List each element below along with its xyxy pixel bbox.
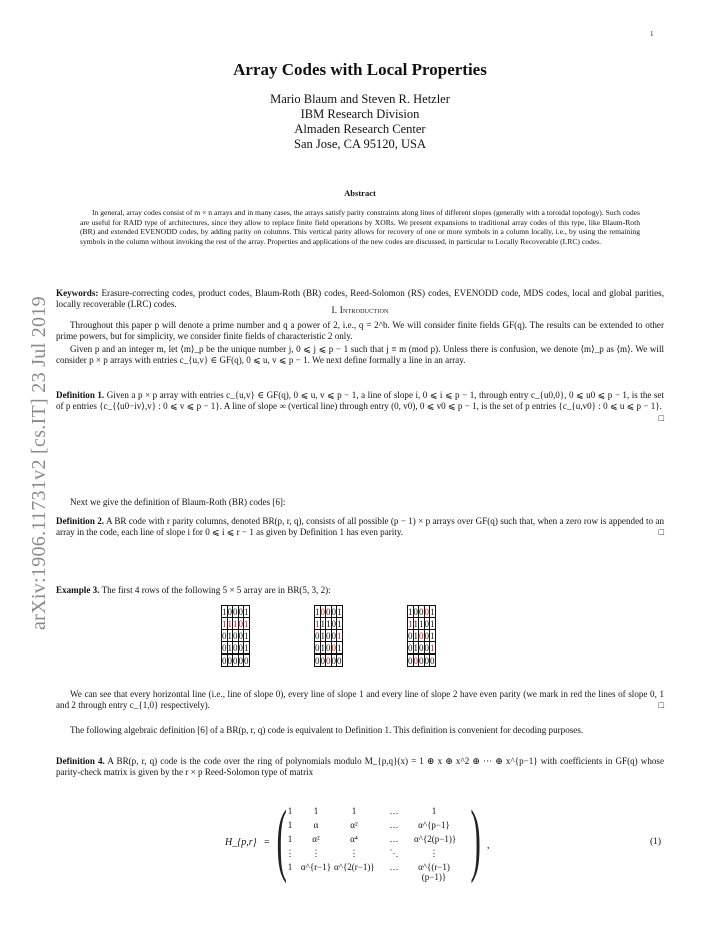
definition-2-label: Definition 2. [56,516,105,526]
matrix-entry: … [389,806,399,816]
matrix-entry: α⁴ [350,834,358,844]
array-row [222,606,250,618]
keywords-label: Keywords: [56,288,99,298]
array-cell: 0 [413,655,418,666]
matrix-entry: α^{r−1} [300,862,332,872]
example-3 [56,585,664,596]
array-cell: 1 [408,606,413,617]
array-row [315,606,343,618]
array-cell: 0 [419,606,424,617]
array-cell: 1 [413,630,418,641]
array-row [408,618,436,630]
matrix-entry: 1 [431,806,437,816]
matrix-entry: ⋱ [389,848,399,858]
matrix-right-paren: ) [470,793,481,884]
array-cell: 1 [326,618,331,629]
intro-paragraph-1: Throughout this paper p will denote a prime number and q a power of 2, i.e., q = 2^b. We will consider finite fields GF(q). The results can be extended to other prime powers, but for simplicity, we consider finite fields of characteristic 2 only. [56,320,664,342]
matrix-entry: α^{(r−1)(p−1)} [418,862,450,882]
matrix-left-paren: ( [276,793,287,884]
array-cell: 1 [320,642,325,653]
array-cell: 0 [424,618,429,629]
array-cell: 1 [413,642,418,653]
array-slope-1 [314,605,343,667]
page-number: 1 [650,30,654,38]
array-row [222,654,250,667]
array-cell: 1 [227,630,232,641]
intro-paragraph-2: Given p and an integer m, let ⟨m⟩_p be the unique number j, 0 ⩽ j ⩽ p − 1 such that j ≡ m (mod p). Unless there is confusion, we denote ⟨m⟩_p as ⟨m⟩. We will consider p × p arrays with entries c_{u,v} ∈ GF(q), 0 ⩽ u, v ⩽ p − 1. We next define formally a line in an array. [56,344,664,366]
matrix-entry: ⋮ [311,848,321,858]
array-cell: 1 [222,618,227,629]
array-cell: 0 [238,606,243,617]
section-heading: I. Introduction [331,305,389,315]
matrix-entry: 1 [287,862,293,872]
array-cell: 0 [331,630,336,641]
qed-symbol: □ [658,700,664,711]
array-cell: 0 [326,630,331,641]
array-row [315,618,343,630]
definition-4 [56,756,664,779]
array-cell: 0 [238,630,243,641]
algebraic-paragraph: The following algebraic definition [6] of a BR(p, r, q) code is equivalent to Definition 1. This definition is convenient for decoding purposes. [70,725,584,735]
matrix-entry: 1 [287,820,293,830]
array-cell: 1 [244,606,249,617]
matrix-equals: = [264,837,270,848]
array-cell: 0 [320,606,325,617]
array-cell: 1 [244,642,249,653]
array-cell: 0 [238,655,243,666]
array-row [408,654,436,667]
matrix-entry: ⋮ [349,848,359,858]
matrix-entry: α^{2(r−1)} [334,862,375,872]
array-cell: 0 [331,606,336,617]
array-row [408,606,436,618]
array-cell: 0 [424,630,429,641]
array-cell: 1 [315,606,320,617]
array-cell: 0 [331,655,336,666]
array-row [222,642,250,655]
matrix-entry: α^{p−1} [418,820,450,830]
matrix-entry: α [313,820,319,830]
definition-1 [56,390,664,424]
next-paragraph: Next we give the definition of Blaum-Roth (BR) codes [6]: [70,497,286,507]
array-cell: 1 [315,618,320,629]
array-cell: 0 [233,642,238,653]
array-slope-0 [221,605,250,667]
array-cell: 0 [424,642,429,653]
array-cell: 0 [227,606,232,617]
definition-1-text: Given a p × p array with entries c_{u,v} ∈ GF(q), 0 ⩽ u, v ⩽ p − 1, a line of slope i, 0 ⩽ i ⩽ p − 1, through entry c_{u0,0}, 0 ⩽ u0 ⩽ p − 1, is the set of p entries {c_{⟨u0−iv⟩,v} : 0 ⩽ v ⩽ p − 1}. A line of slope ∞ (vertical line) through entry (0, v0), 0 ⩽ v0 ⩽ p − 1, is the set of p entries {c_{u,v0} : 0 ⩽ u ⩽ p − 1}. [56,390,664,412]
array-cell: 0 [238,642,243,653]
array-cell: 1 [430,606,435,617]
affiliation-address: San Jose, CA 95120, USA [294,137,426,151]
array-cell: 0 [326,642,331,653]
array-cell: 0 [222,655,227,666]
array-cell: 0 [419,642,424,653]
array-cell: 0 [408,655,413,666]
array-cell: 0 [244,655,249,666]
array-cell: 0 [424,655,429,666]
array-cell: 1 [227,618,232,629]
example-3-label: Example 3. [56,585,100,595]
arxiv-stamp: arXiv:1906.11731v2 [cs.IT] 23 Jul 2019 [28,296,50,630]
matrix-entry: α^{2(p−1)} [414,834,457,844]
equation-number: (1) [650,837,662,847]
array-cell: 0 [419,655,424,666]
after-arrays-text: We can see that every horizontal line (i.e., line of slope 0), every line of slope 1 and every line of slope 2 have even parity (we mark in red the lines of slope 0, 1 and 2 through entry c_{1,0} respectively). [56,689,664,711]
array-cell: 1 [233,618,238,629]
matrix-comma: , [487,840,490,851]
matrix-entry: α² [350,820,358,830]
matrix-entry: 1 [287,834,293,844]
array-cell: 1 [244,618,249,629]
array-cell: 0 [233,655,238,666]
array-cell: 1 [337,630,342,641]
array-cell: 0 [222,630,227,641]
definition-4-text: A BR(p, r, q) code is the code over the ring of polynomials modulo M_{p,q}(x) = 1 ⊕ x ⊕ x^2 ⊕ ··· ⊕ x^{p−1} with coefficients in GF(q) whose parity-check matrix is given by the r × p Reed-Solomon type of matrix [56,756,664,778]
array-cell: 0 [413,606,418,617]
array-row [222,630,250,642]
array-cell: 0 [222,642,227,653]
array-cell: 0 [326,606,331,617]
array-cell: 0 [331,642,336,653]
keywords-text: Erasure-correcting codes, product codes, Blaum-Roth (BR) codes, Reed-Solomon (RS) codes, EVENODD code, MDS codes, local and global parities, locally recoverable (LRC) codes. [56,288,664,310]
definition-1-label: Definition 1. [56,390,105,400]
abstract-heading: Abstract [344,188,376,198]
array-cell: 1 [337,606,342,617]
array-row [315,642,343,655]
matrix-entry: 1 [287,806,293,816]
array-cell: 1 [430,618,435,629]
array-cell: 0 [337,655,342,666]
qed-symbol: □ [658,412,664,423]
affiliation-division: IBM Research Division [300,107,420,121]
matrix-entry: ⋮ [429,848,439,858]
matrix-entry: ⋮ [285,848,295,858]
array-cell: 0 [227,655,232,666]
definition-2-text: A BR code with r parity columns, denoted BR(p, r, q), consists of all possible (p − 1) × p arrays over GF(q) such that, when a zero row is appended to an array in the code, each line of slope i for 0 ⩽ i ⩽ r − 1 as given by Definition 1 has even parity. [56,516,665,538]
matrix-label: H_{p,r} [225,837,257,848]
array-cell: 1 [244,630,249,641]
array-cell: 0 [233,606,238,617]
array-cell: 0 [430,655,435,666]
qed-symbol: □ [658,527,664,538]
array-cell: 1 [430,630,435,641]
array-cell: 1 [337,618,342,629]
array-cell: 0 [233,630,238,641]
author-names: Mario Blaum and Steven R. Hetzler [270,92,450,106]
matrix-entry: … [389,834,399,844]
array-cell: 0 [315,630,320,641]
array-slope-2 [407,605,436,667]
array-cell: 1 [222,606,227,617]
array-cell: 0 [315,655,320,666]
array-cell: 0 [320,655,325,666]
array-cell: 0 [408,642,413,653]
array-cell: 0 [326,655,331,666]
array-cell: 0 [408,630,413,641]
matrix-entry: … [389,862,399,872]
array-cell: 0 [315,642,320,653]
author-block [0,92,720,152]
array-cell: 1 [408,618,413,629]
after-arrays-paragraph [56,689,664,712]
array-cell: 0 [238,618,243,629]
definition-2 [56,516,664,539]
definition-4-label: Definition 4. [56,756,105,766]
paper-title: Array Codes with Local Properties [233,60,487,79]
array-cell: 1 [227,642,232,653]
array-cell: 0 [424,606,429,617]
example-3-text: The first 4 rows of the following 5 × 5 array are in BR(5, 3, 2): [101,585,331,595]
matrix-entry: 1 [351,806,357,816]
array-cell: 1 [419,618,424,629]
array-cell: 0 [419,630,424,641]
array-row [315,654,343,667]
array-cell: 1 [430,642,435,653]
array-cell: 1 [337,642,342,653]
array-cell: 1 [413,618,418,629]
abstract-text: In general, array codes consist of m × n arrays and in many cases, the arrays satisfy parity constraints along lines of different slopes (generally with a toroidal topology). Such codes are useful for RAID type of architectures, since they allow to replace finite field operations by XORs. We present expansions to traditional array codes of this type, like Blaum-Roth (BR) and extended EVENODD codes, by adding parity on columns. This vertical parity allows for recovery of one or more symbols in a column locally, i.e., by using the remaining symbols in the column without invoking the rest of the array. Properties and applications of the new codes are discussed, in particular to Locally Recoverable (LRC) codes. [80,208,640,246]
array-cell: 1 [320,630,325,641]
array-row [315,630,343,642]
array-row [408,630,436,642]
matrix-entry: … [389,820,399,830]
matrix-entry: α² [312,834,320,844]
affiliation-center: Almaden Research Center [294,122,426,136]
array-cell: 1 [320,618,325,629]
array-cell: 0 [331,618,336,629]
array-row [408,642,436,655]
matrix-entry: 1 [313,806,319,816]
array-row [222,618,250,630]
